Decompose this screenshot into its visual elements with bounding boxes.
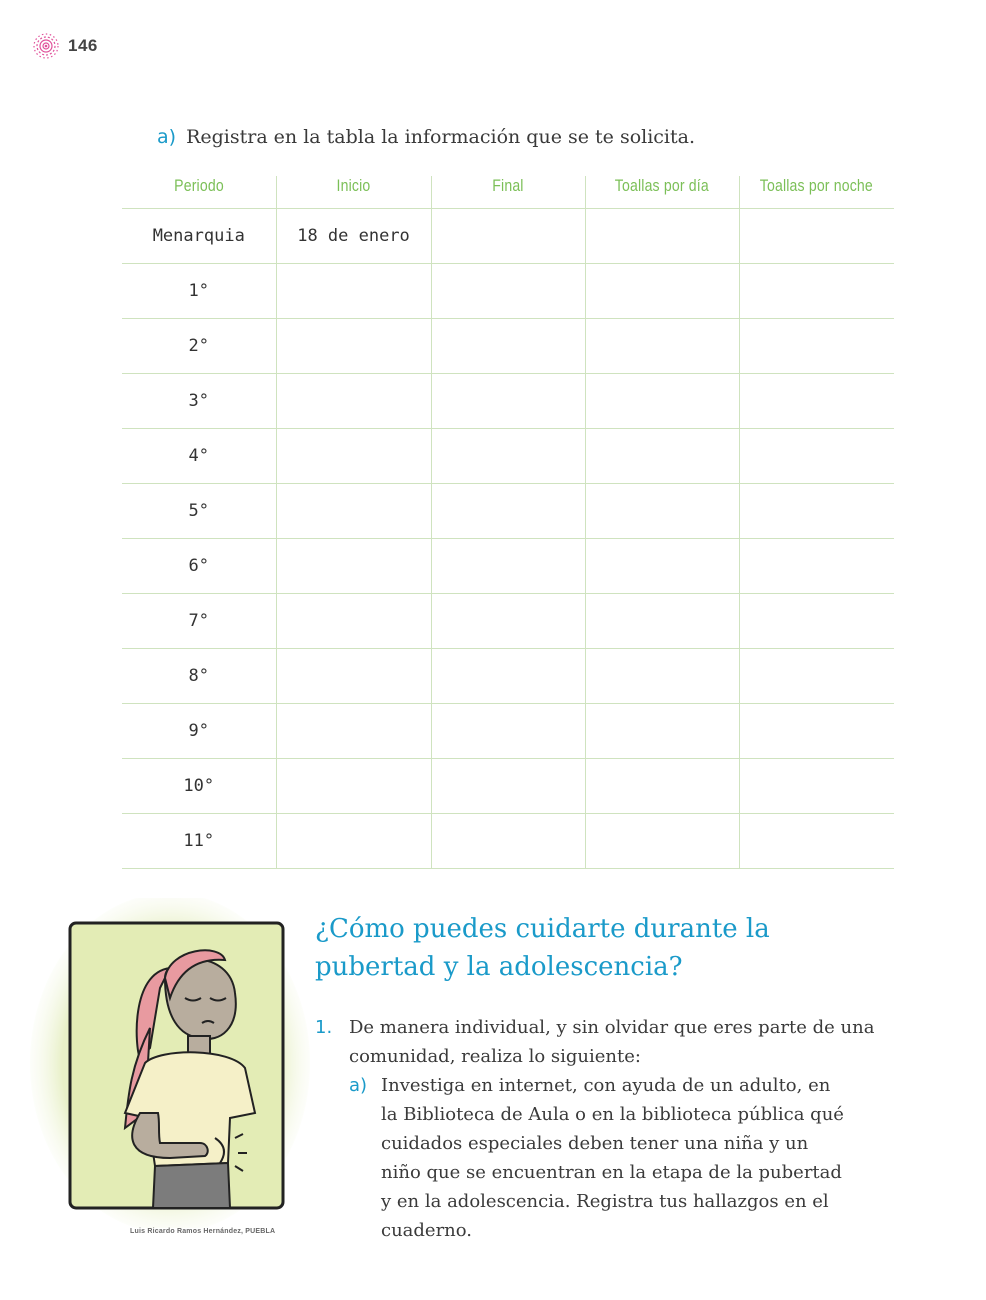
table-row [122, 484, 894, 539]
table-cell [739, 539, 894, 594]
section-heading: ¿Cómo puedes cuidarte durante la pubertad y la adolescencia? [315, 914, 770, 982]
list-item-1-text: De manera individual, y sin olvidar que eres parte de una comunidad, realiza lo siguiente: [349, 1017, 875, 1067]
table-cell: Menarquia [122, 209, 276, 264]
table-row [122, 539, 894, 594]
table-row [122, 319, 894, 374]
list-item-1a [349, 1071, 849, 1245]
table-row [122, 594, 894, 649]
table-cell [585, 759, 739, 814]
instruction-marker: a) [157, 126, 177, 148]
table-cell [431, 264, 585, 319]
illustration-credit: Luis Ricardo Ramos Hernández, PUEBLA [130, 1228, 276, 1235]
table-header-row [122, 176, 894, 209]
period-table [122, 176, 894, 869]
table-cell [431, 649, 585, 704]
list-item-1a-text: Investiga en internet, con ayuda de un adulto, en la Biblioteca de Aula o en la biblioteca pública qué cuidados especiales deben tener una niña y un niño que se encuentran en la etapa de la pubertad y en la adolescencia. Registra tus hallazgos en el cuaderno. [381, 1075, 844, 1241]
table-cell: 4° [122, 429, 276, 484]
table-row [122, 209, 894, 264]
table-cell: 10° [122, 759, 276, 814]
page-number [32, 32, 98, 60]
table-cell [585, 649, 739, 704]
list-item-1a-marker: a) [349, 1075, 368, 1096]
table-cell [585, 429, 739, 484]
table-row [122, 814, 894, 869]
table-row [122, 649, 894, 704]
mandala-icon [32, 32, 60, 60]
table-cell [276, 594, 431, 649]
table-cell [431, 704, 585, 759]
table-row [122, 704, 894, 759]
instruction-text: Registra en la tabla la información que se te solicita. [186, 126, 696, 148]
table-cell [739, 759, 894, 814]
table-cell [276, 539, 431, 594]
table-cell [431, 374, 585, 429]
table-cell [431, 319, 585, 374]
list-item-1 [315, 1013, 875, 1071]
table-cell: 2° [122, 319, 276, 374]
table-row [122, 759, 894, 814]
table-cell [431, 594, 585, 649]
table-cell [585, 264, 739, 319]
header-toallas-dia: Toallas por día [593, 176, 732, 209]
girl-stomach-ache-illustration [30, 898, 310, 1228]
table-cell [739, 814, 894, 869]
table-cell [276, 704, 431, 759]
table-cell [585, 539, 739, 594]
table-cell [739, 484, 894, 539]
table-cell [585, 209, 739, 264]
table-cell [739, 649, 894, 704]
table-instruction [157, 126, 695, 148]
table-cell [276, 319, 431, 374]
table-cell [585, 814, 739, 869]
table-cell [276, 814, 431, 869]
table-cell [585, 704, 739, 759]
table-cell [276, 759, 431, 814]
table-cell [431, 759, 585, 814]
table-cell: 9° [122, 704, 276, 759]
header-toallas-noche: Toallas por noche [747, 176, 887, 209]
header-inicio: Inicio [284, 176, 424, 209]
table-cell [276, 429, 431, 484]
table-cell [739, 264, 894, 319]
header-final: Final [439, 176, 578, 209]
page-number-text: 146 [68, 36, 98, 55]
table-cell: 11° [122, 814, 276, 869]
table-cell [739, 429, 894, 484]
table-cell [431, 814, 585, 869]
table-cell [739, 374, 894, 429]
table-cell [739, 319, 894, 374]
table-cell [739, 704, 894, 759]
table-cell [585, 484, 739, 539]
table-cell [276, 264, 431, 319]
table-row [122, 264, 894, 319]
table-cell: 18 de enero [276, 209, 431, 264]
table-cell: 3° [122, 374, 276, 429]
table-cell: 6° [122, 539, 276, 594]
table-cell [431, 539, 585, 594]
table-cell [585, 319, 739, 374]
header-periodo: Periodo [130, 176, 269, 209]
table-row [122, 429, 894, 484]
table-cell: 8° [122, 649, 276, 704]
table-cell [739, 594, 894, 649]
table-cell [585, 374, 739, 429]
table-cell [739, 209, 894, 264]
table-cell [276, 649, 431, 704]
table-cell [431, 484, 585, 539]
table-cell [431, 429, 585, 484]
table-cell [585, 594, 739, 649]
table-cell [276, 374, 431, 429]
table-row [122, 374, 894, 429]
table-cell: 7° [122, 594, 276, 649]
table-cell [276, 484, 431, 539]
table-cell [431, 209, 585, 264]
list-item-1-number: 1. [315, 1017, 333, 1038]
table-cell: 5° [122, 484, 276, 539]
table-cell: 1° [122, 264, 276, 319]
